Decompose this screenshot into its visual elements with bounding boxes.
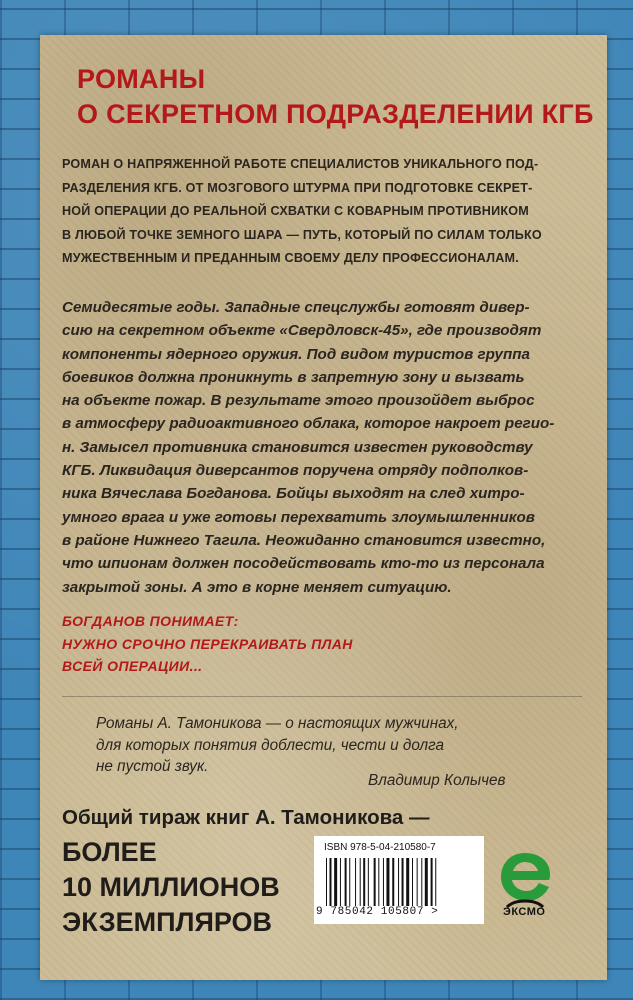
synopsis-line: на объекте пожар. В результате этого произойдет выброс bbox=[62, 392, 535, 410]
synopsis-line: что шпионам должен посодействовать кто-то из персонала bbox=[62, 555, 545, 573]
synopsis-line: боевиков должна проникнуть в запретную зону и вызвать bbox=[62, 368, 525, 386]
section-divider bbox=[62, 696, 582, 697]
highlight-callout bbox=[62, 610, 582, 678]
title-line-1: РОМАНЫ bbox=[77, 64, 206, 94]
synopsis-line: Семидесятые годы. Западные спецслужбы готовят дивер- bbox=[62, 299, 530, 316]
cover-series-title bbox=[77, 62, 594, 132]
synopsis-line: КГБ. Ликвидация диверсантов поручена отряду подполков- bbox=[62, 462, 529, 480]
synopsis-line: в атмосферу радиоактивного облака, которое накроет регио- bbox=[62, 415, 555, 433]
synopsis-line: умного врага и уже готовы перехватить злоумышленников bbox=[62, 508, 535, 526]
lead-line: РОМАН О НАПРЯЖЕННОЙ РАБОТЕ СПЕЦИАЛИСТОВ УНИКАЛЬНОГО ПОД- bbox=[62, 157, 539, 171]
quote-line: не пустой звук. bbox=[96, 758, 209, 775]
synopsis-line: ника Вячеслава Богданова. Бойцы выходят на след хитро- bbox=[62, 485, 525, 503]
quote-line: для которых понятия доблести, чести и долга bbox=[96, 736, 445, 754]
circulation-line: Общий тираж книг А. Тамоникова — bbox=[62, 806, 430, 829]
synopsis-line: н. Замысел противника становится известен руководству bbox=[62, 438, 533, 456]
synopsis-paragraph bbox=[62, 296, 582, 599]
synopsis-line: компоненты ядерного оружия. Под видом туристов группа bbox=[62, 345, 530, 363]
barcode-digits: 9 785042 105807 > bbox=[316, 906, 439, 918]
lead-line: МУЖЕСТВЕННЫМ И ПРЕДАННЫМ СВОЕМУ ДЕЛУ ПРОФЕССИОНАЛАМ. bbox=[62, 251, 519, 265]
title-line-2: О СЕКРЕТНОМ ПОДРАЗДЕЛЕНИИ КГБ bbox=[77, 99, 594, 129]
barcode-block bbox=[314, 836, 484, 924]
highlight-line: ВСЕЙ ОПЕРАЦИИ... bbox=[62, 658, 203, 674]
circulation-line: ЭКЗЕМПЛЯРОВ bbox=[62, 907, 273, 937]
synopsis-line: в районе Нижнего Тагила. Неожиданно становится известно, bbox=[62, 531, 546, 549]
synopsis-line: закрытой зоны. А это в корне меняет ситуацию. bbox=[62, 578, 452, 596]
quote-line: Романы А. Тамоникова — о настоящих мужчинах, bbox=[96, 715, 459, 732]
highlight-line: БОГДАНОВ ПОНИМАЕТ: bbox=[62, 613, 239, 629]
quote-author: Владимир Колычев bbox=[368, 772, 506, 789]
publisher-logo-text: ЭКСМО bbox=[503, 906, 546, 918]
lead-line: РАЗДЕЛЕНИЯ КГБ. ОТ МОЗГОВОГО ШТУРМА ПРИ ПОДГОТОВКЕ СЕКРЕТ- bbox=[62, 180, 533, 195]
circulation-line: БОЛЕЕ bbox=[62, 837, 157, 867]
review-quote bbox=[96, 713, 596, 778]
circulation-line: 10 МИЛЛИОНОВ bbox=[62, 872, 280, 902]
lead-line: НОЙ ОПЕРАЦИИ ДО РЕАЛЬНОЙ СХВАТКИ С КОВАРНЫМ ПРОТИВНИКОМ bbox=[62, 204, 529, 218]
isbn-number: ISBN 978-5-04-210580-7 bbox=[324, 842, 436, 853]
barcode-bars bbox=[326, 858, 476, 906]
lead-paragraph bbox=[62, 153, 582, 271]
synopsis-line: сию на секретном объекте «Свердловск-45», где производят bbox=[62, 322, 542, 340]
highlight-line: НУЖНО СРОЧНО ПЕРЕКРАИВАТЬ ПЛАН bbox=[62, 635, 353, 652]
lead-line: В ЛЮБОЙ ТОЧКЕ ЗЕМНОГО ШАРА — ПУТЬ, КОТОРЫЙ ПО СИЛАМ ТОЛЬКО bbox=[62, 227, 542, 242]
